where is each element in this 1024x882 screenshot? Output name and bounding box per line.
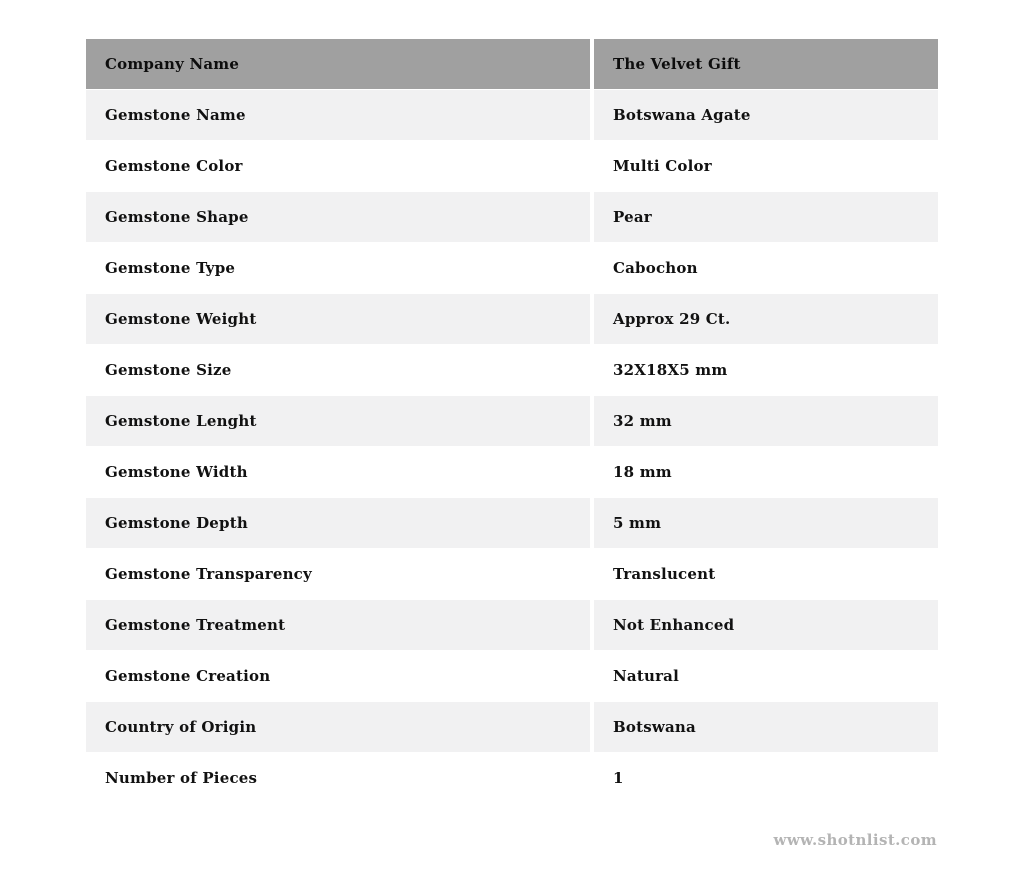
row-label-cell: Gemstone Creation [86,651,590,701]
table-row [86,447,938,497]
row-value-cell: Botswana Agate [594,90,938,140]
row-value-cell: 5 mm [594,498,938,548]
table-row [86,651,938,701]
row-value-cell: 32X18X5 mm [594,345,938,395]
table-row [86,141,938,191]
row-label-cell: Gemstone Shape [86,192,590,242]
watermark-text: www.shotnlist.com [773,831,937,849]
row-label-cell: Gemstone Type [86,243,590,293]
gemstone-spec-table [86,39,938,803]
row-label-cell: Gemstone Width [86,447,590,497]
table-row [86,753,938,803]
row-label-cell: Country of Origin [86,702,590,752]
header-value-cell: The Velvet Gift [594,39,938,89]
table-row [86,243,938,293]
row-label-cell: Gemstone Transparency [86,549,590,599]
table-row [86,549,938,599]
table-header-row [86,39,938,89]
row-value-cell: 32 mm [594,396,938,446]
row-label-cell: Gemstone Name [86,90,590,140]
row-value-cell: Pear [594,192,938,242]
row-value-cell: 18 mm [594,447,938,497]
row-value-cell: Translucent [594,549,938,599]
row-label-cell: Gemstone Lenght [86,396,590,446]
table-row [86,498,938,548]
row-value-cell: Multi Color [594,141,938,191]
row-value-cell: Natural [594,651,938,701]
row-label-cell: Gemstone Size [86,345,590,395]
table-row [86,600,938,650]
row-value-cell: Not Enhanced [594,600,938,650]
row-label-cell: Gemstone Weight [86,294,590,344]
table-row [86,702,938,752]
table-row [86,192,938,242]
table-row [86,345,938,395]
row-value-cell: Approx 29 Ct. [594,294,938,344]
table-row [86,294,938,344]
row-value-cell: Botswana [594,702,938,752]
row-value-cell: Cabochon [594,243,938,293]
row-label-cell: Gemstone Treatment [86,600,590,650]
row-label-cell: Gemstone Color [86,141,590,191]
header-label-cell: Company Name [86,39,590,89]
row-label-cell: Gemstone Depth [86,498,590,548]
table-row [86,396,938,446]
row-label-cell: Number of Pieces [86,753,590,803]
table-row [86,90,938,140]
row-value-cell: 1 [594,753,938,803]
